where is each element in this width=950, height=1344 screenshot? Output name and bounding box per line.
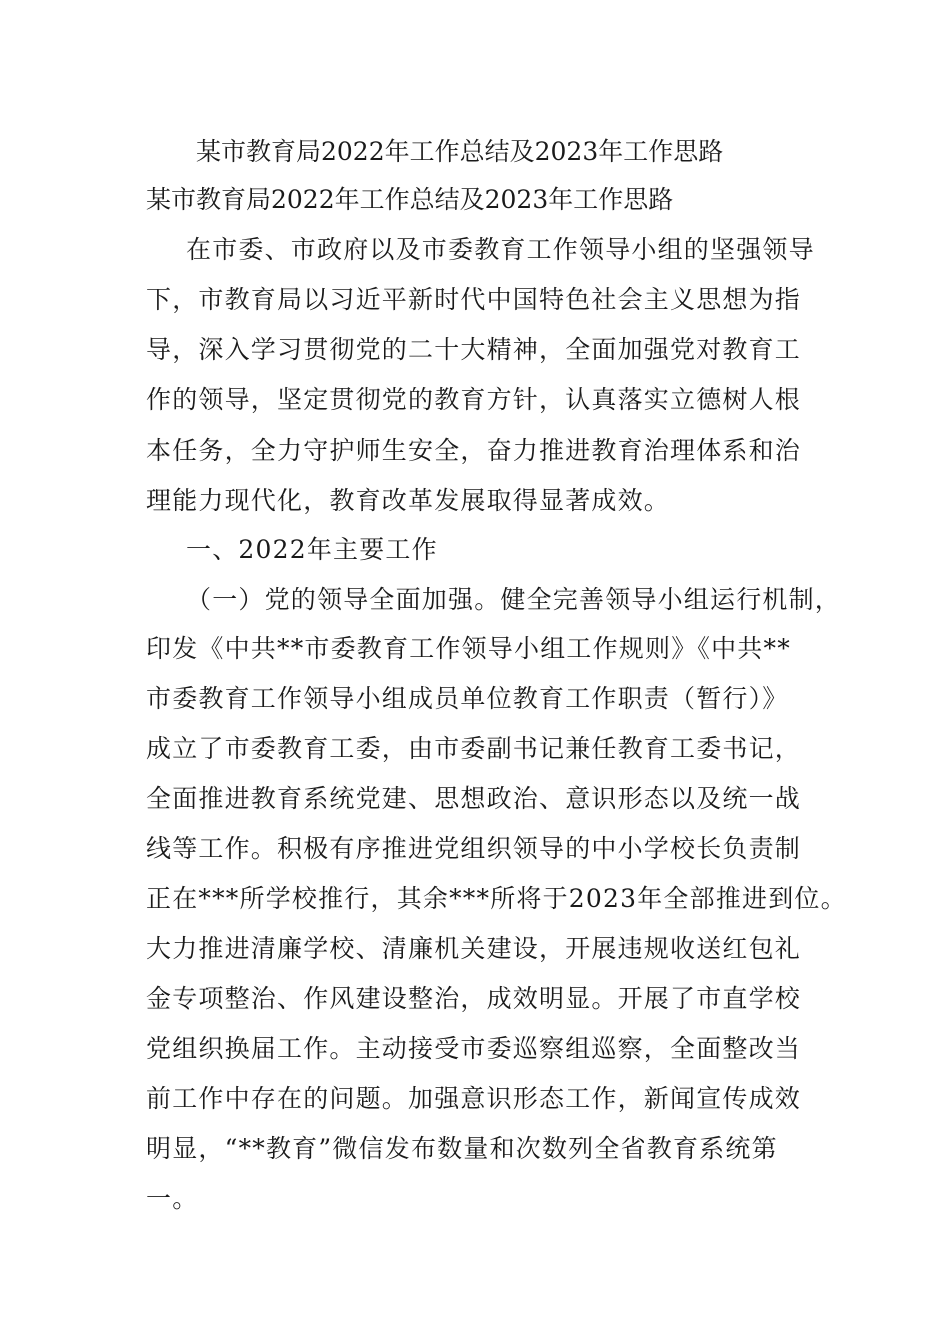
body-line: 线等工作。积极有序推进党组织领导的中小学校长负责制 — [146, 834, 802, 863]
body-line: 前工作中存在的问题。加强意识形态工作，新闻宣传成效 — [146, 1084, 802, 1113]
intro-line: 理能力现代化，教育改革发展取得显著成效。 — [146, 486, 671, 515]
section-heading: 一、2022年主要工作 — [186, 535, 438, 564]
body-line: 印发《中共**市委教育工作领导小组工作规则》《中共** — [146, 634, 791, 663]
intro-line: 下，市教育局以习近平新时代中国特色社会主义思想为指 — [146, 285, 802, 314]
body-line: 市委教育工作领导小组成员单位教育工作职责（暂行）》 — [146, 684, 789, 713]
intro-line: 作的领导，坚定贯彻党的教育方针，认真落实立德树人根 — [146, 385, 802, 414]
intro-line: 在市委、市政府以及市委教育工作领导小组的坚强领导 — [186, 235, 815, 264]
intro-line: 本任务，全力守护师生安全，奋力推进教育治理体系和治 — [146, 436, 802, 465]
intro-line: 导，深入学习贯彻党的二十大精神，全面加强党对教育工 — [146, 335, 802, 364]
body-line: 大力推进清廉学校、清廉机关建设，开展违规收送红包礼 — [146, 934, 802, 963]
document-title: 某市教育局2022年工作总结及2023年工作思路 — [196, 137, 724, 166]
document-title-repeat: 某市教育局2022年工作总结及2023年工作思路 — [146, 185, 674, 214]
body-line: 明显，“**教育”微信发布数量和次数列全省教育系统第 — [146, 1134, 778, 1163]
body-line: 金专项整治、作风建设整治，成效明显。开展了市直学校 — [146, 984, 802, 1013]
body-line: 党组织换届工作。主动接受市委巡察组巡察，全面整改当 — [146, 1034, 802, 1063]
body-line: 正在***所学校推行，其余***所将于2023年全部推进到位。 — [146, 884, 847, 913]
body-line: 全面推进教育系统党建、思想政治、意识形态以及统一战 — [146, 784, 802, 813]
body-line: 一。 — [146, 1184, 199, 1213]
body-line: 成立了市委教育工委，由市委副书记兼任教育工委书记， — [146, 734, 802, 763]
body-line: （一）党的领导全面加强。健全完善领导小组运行机制， — [186, 585, 842, 614]
